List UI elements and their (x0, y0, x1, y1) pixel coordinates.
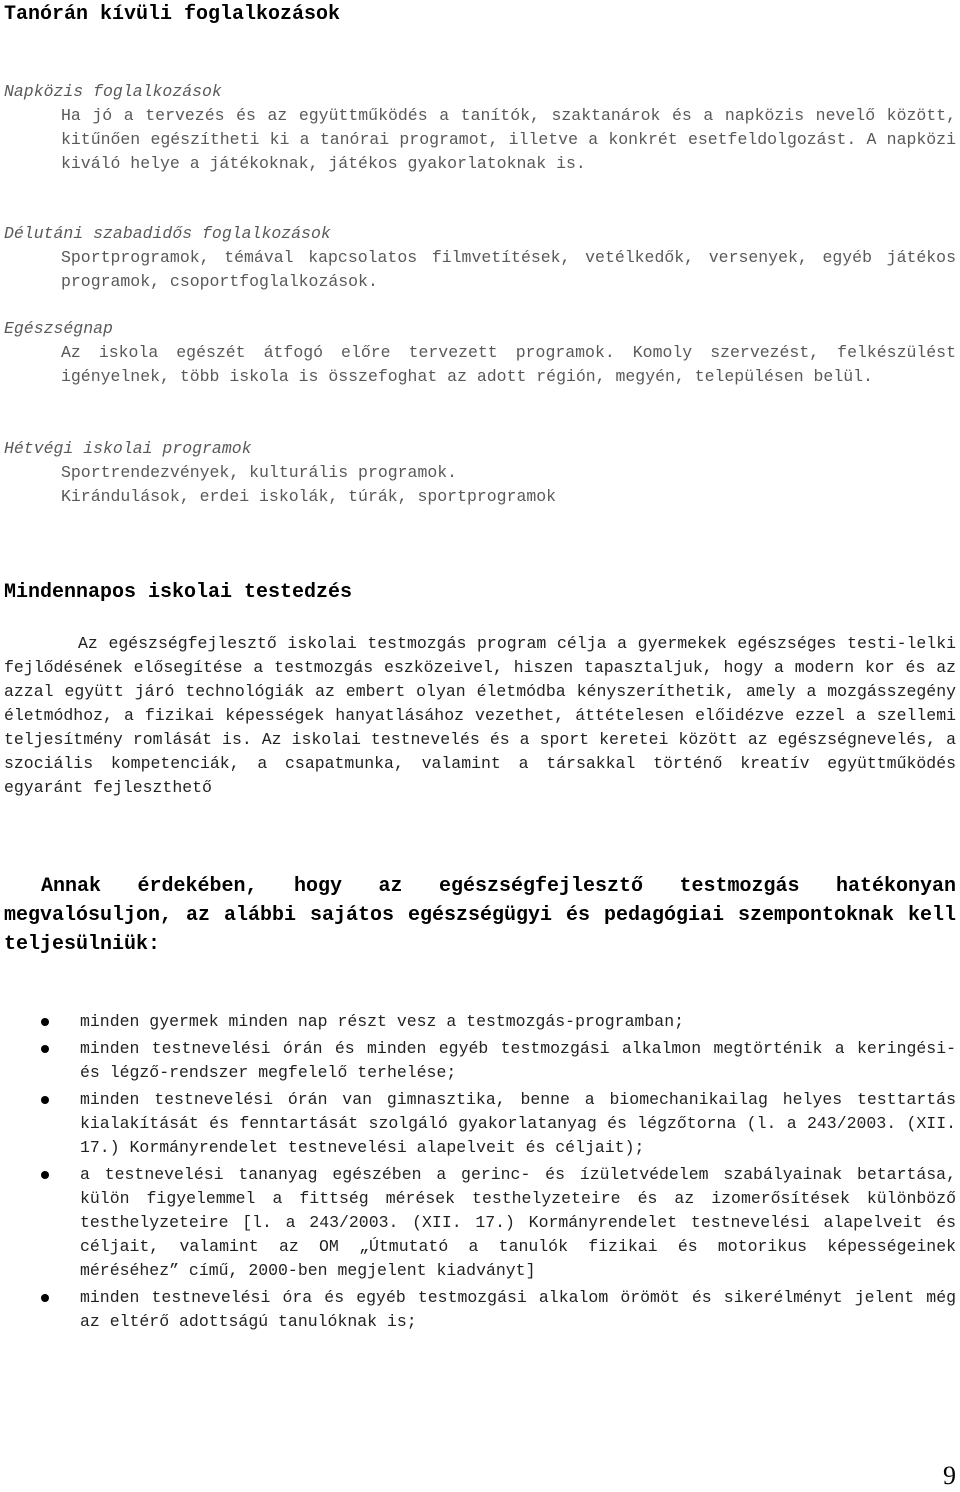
list-item (0, 1037, 960, 1085)
section-delutani (4, 222, 956, 294)
list-item-text: a testnevelési tananyag egészében a gerinc- és ízületvédelem szabályainak betartása, külön figyelemmel a fittség mérések testhelyzeteire és az izomerősítések különböző testhelyzeteire [l. a 243/2003. (XII. 17.) Kormányrendelet testnevelési alapelveit és céljait, valamint az OM „Útmutató a tanulók fizikai és motorikus képességeinek méréséhez” című, 2000-ben megjelent kiadványt] (80, 1165, 956, 1280)
bullet-icon (41, 1096, 49, 1104)
list-item (0, 1088, 960, 1160)
list-item-text: minden testnevelési óra és egyéb testmozgási alkalom örömöt és sikerélményt jelent még az eltérő adottságú tanulóknak is; (80, 1288, 956, 1331)
section-heading: Hétvégi iskolai programok (4, 439, 252, 458)
page-number: 9 (943, 1461, 956, 1490)
section-hetvegi (4, 437, 956, 509)
bullet-icon (41, 1294, 49, 1302)
bullet-icon (41, 1045, 49, 1053)
section-heading: Délutáni szabadidős foglalkozások (4, 224, 331, 243)
bullet-icon (41, 1018, 49, 1026)
section-body: Ha jó a tervezés és az együttműködés a tanítók, szaktanárok és a napközis nevelő között, kitűnően egészítheti ki a tanórai programot, illetve a konkrét esetfeldolgozást. A napközi kiváló helye a játékoknak, játékos gyakorlatoknak is. (61, 106, 956, 173)
page-title: Tanórán kívüli foglalkozások (4, 3, 341, 26)
requirements-list (0, 1010, 960, 1337)
section-body (61, 461, 956, 509)
list-item (0, 1010, 960, 1034)
section-title-testedzes: Mindennapos iskolai testedzés (4, 581, 353, 604)
list-item (0, 1163, 960, 1283)
body-paragraph: Az egészségfejlesztő iskolai testmozgás program célja a gyermekek egészséges testi-lelki fejlődésének elősegítése a testmozgás eszközeivel, hiszen tapasztaljuk, hogy a modern kor és az azzal együtt járó technológiák az embert olyan életmódba kényszeríthetik, amely a mozgásszegény életmódhoz, a fizikai képességek hanyatlásához vezethet, áttételesen előidézve ezzel a szellemi teljesítmény romlását is. Az iskolai testnevelés és a sport keretei között az egészségnevelés, a szociális kompetenciák, a csapatmunka, valamint a társakkal történő kreatív együttműködés egyaránt fejleszthető (4, 634, 956, 797)
section-heading: Egészségnap (4, 319, 113, 338)
section-line: Sportrendezvények, kulturális programok. (61, 463, 458, 482)
section-body: Az iskola egészét átfogó előre tervezett programok. Komoly szervezést, felkészülést igényelnek, több iskola is összefoghat az adott régión, megyén, településen belül. (61, 343, 956, 386)
section-line: Kirándulások, erdei iskolák, túrák, sportprogramok (61, 487, 557, 506)
list-item-text: minden gyermek minden nap részt vesz a testmozgás-programban; (80, 1012, 684, 1031)
section-napkozis (4, 80, 956, 176)
list-item-text: minden testnevelési órán és minden egyéb testmozgási alkalmon megtörténik a keringési- és légző-rendszer megfelelő terhelése; (80, 1039, 956, 1082)
list-item (0, 1286, 960, 1334)
list-item-text: minden testnevelési órán van gimnasztika, benne a biomechanikailag helyes testtartás kialakítását és fenntartását szolgáló gyakorlatanyag és légzőtorna (l. a 243/2003. (XII. 17.) Kormányrendelet testnevelési alapelveit és céljait); (80, 1090, 956, 1157)
bullet-icon (41, 1171, 49, 1179)
section-body: Sportprogramok, témával kapcsolatos filmvetítések, vetélkedők, versenyek, egyéb játékos programok, csoportfoglalkozások. (61, 248, 956, 291)
section-heading: Napközis foglalkozások (4, 82, 222, 101)
section-egeszsegnap (4, 317, 956, 389)
bold-paragraph: Annak érdekében, hogy az egészségfejlesztő testmozgás hatékonyan megvalósuljon, az alábbi sajátos egészségügyi és pedagógiai szempontoknak kell teljesülniük: (4, 875, 956, 956)
